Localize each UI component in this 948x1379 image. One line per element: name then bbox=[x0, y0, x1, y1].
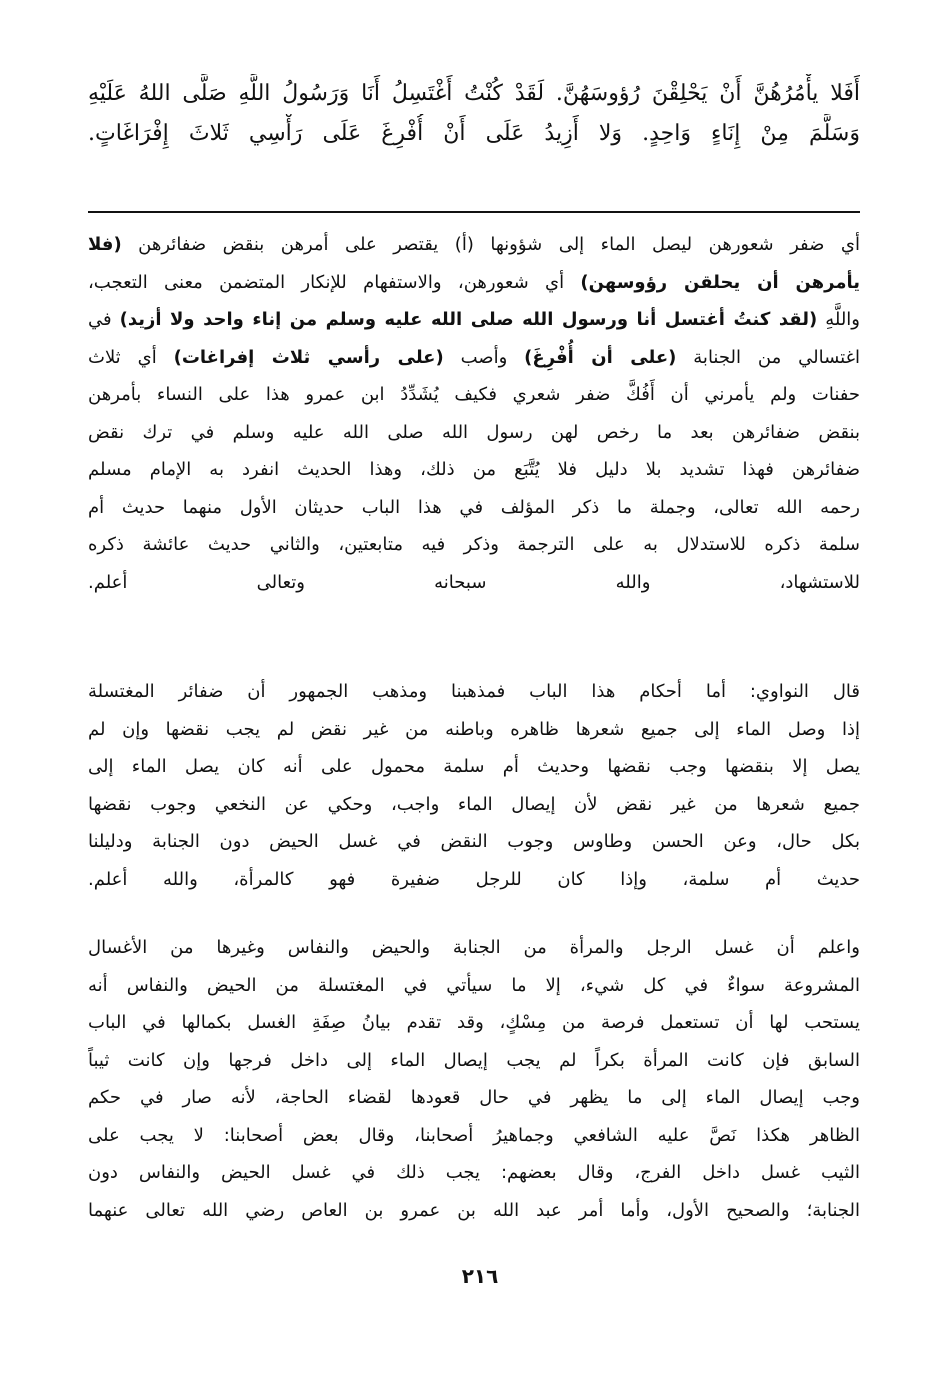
text-line bbox=[88, 748, 860, 786]
text-line bbox=[88, 114, 860, 154]
bold-quote-segment: (على رأسي ثلاث إفراغات) bbox=[173, 346, 444, 368]
text-line bbox=[88, 526, 860, 564]
text-segment: رحمه الله تعالى، وجملة ما ذكر المؤلف في هذا الباب حديثان الأول منهما حديث أم bbox=[88, 496, 860, 518]
text-line bbox=[88, 339, 860, 377]
text-line bbox=[88, 301, 860, 339]
text-segment: يصل إلا بنقضها وجب نقضها وحديث أم سلمة محمول على أنه كان يصل الماء إلى bbox=[88, 756, 860, 777]
commentary-paragraph-3 bbox=[88, 929, 860, 1229]
text-line bbox=[88, 74, 860, 114]
text-line bbox=[88, 823, 860, 861]
text-segment: للاستشهاد، والله سبحانه وتعالى أعلم. bbox=[88, 571, 860, 593]
text-line bbox=[88, 1079, 860, 1117]
text-segment: الظاهر هكذا نَصَّ عليه الشافعي وجماهيرُ أصحابنا، وقال بعض أصحابنا: لا يجب على bbox=[88, 1124, 860, 1146]
text-segment: المشروعة سواءٌ في كل شيء، إلا ما سيأتي في المغتسلة من الحيض والنفاس أنه bbox=[88, 974, 860, 996]
commentary-paragraph-2 bbox=[88, 673, 860, 898]
text-segment: واللَّهِ bbox=[817, 309, 860, 330]
text-segment: أي ثلاث bbox=[88, 346, 174, 368]
text-line bbox=[88, 1042, 860, 1080]
text-line bbox=[88, 1004, 860, 1042]
text-segment: وَسَلَّمَ مِنْ إِنَاءٍ وَاحِدٍ. وَلا أَزِيدُ عَلَى أَنْ أُفْرِغَ عَلَى رَأْسِي ثَلاثَ إِفْرَاغَاتٍ. bbox=[88, 121, 860, 146]
text-line bbox=[88, 1154, 860, 1192]
text-segment: حفنات ولم يأمرني أن أَفُكَّ ضفر شعري فكيف يُشَدِّدُ ابن عمرو هذا على النساء بأمرهن bbox=[88, 384, 860, 405]
text-line bbox=[88, 414, 860, 452]
hadith-text bbox=[88, 74, 860, 154]
page-number: ٢١٦ bbox=[461, 1264, 499, 1288]
text-segment: وجب إيصال الماء إلى ما يظهر في حال قعودها لقضاء الحاجة، لأنه صار في حكم bbox=[88, 1087, 860, 1108]
text-segment: أي شعورهن، والاستفهام للإنكار المتضمن معنى التعجب، bbox=[88, 271, 581, 293]
text-line bbox=[88, 929, 860, 967]
text-segment: قال النواوي: أما أحكام هذا الباب فمذهبنا ومذهب الجمهور أن ضفائر المغتسلة bbox=[88, 681, 860, 702]
bold-quote-segment: (فلا bbox=[88, 234, 122, 255]
text-line bbox=[88, 1192, 860, 1230]
bold-quote-segment: يأمرهن أن يحلقن رؤوسهن) bbox=[580, 271, 860, 293]
text-segment: الجنابة؛ والصحيح الأول، وأما أمر عبد الله بن عمرو بن العاص رضي الله تعالى عنهما bbox=[88, 1199, 860, 1221]
text-segment: في bbox=[88, 309, 120, 330]
text-line bbox=[88, 264, 860, 302]
text-segment: حديث أم سلمة، وإذا كان للرجل ضفيرة فهو كالمرأة، والله أعلم. bbox=[88, 868, 860, 890]
text-segment: إذا وصل الماء إلى جميع شعرها ظاهره وباطنه من غير نقض لم يجب نقضها وإن لم bbox=[88, 718, 860, 740]
text-segment: اغتسالي من الجنابة bbox=[676, 346, 860, 368]
text-line bbox=[88, 489, 860, 527]
text-segment: واعلم أن غسل الرجل والمرأة من الجنابة والحيض والنفاس وغيرها من الأغسال bbox=[88, 937, 860, 958]
text-line bbox=[88, 376, 860, 414]
text-segment: وأصب bbox=[443, 346, 525, 368]
text-line bbox=[88, 564, 860, 602]
text-line bbox=[88, 967, 860, 1005]
text-segment: أي ضفر شعورهن ليصل الماء إلى شؤونها (أ) يقتصر على أمرهن بنقض ضفائرهن bbox=[121, 234, 860, 255]
text-line bbox=[88, 226, 860, 264]
text-segment: السابق فإن كانت المرأة بكراً لم يجب إيصال الماء إلى داخل فرجها وإن كانت ثيباً bbox=[88, 1049, 860, 1071]
text-line bbox=[88, 786, 860, 824]
text-segment: بكل حال، وعن الحسن وطاوس وجوب النقض في غسل الحيض دون الجنابة ودليلنا bbox=[88, 831, 860, 852]
text-segment: ضفائرهن فهذا تشديد بلا دليل فلا يُتَّبَع من ذلك، وهذا الحديث انفرد به الإمام مسلم bbox=[88, 459, 860, 480]
text-segment: بنقض ضفائرهن بعد ما رخص لهن رسول الله صلى الله عليه وسلم في ترك نقض bbox=[88, 421, 860, 443]
text-segment: أَفَلا يأْمُرُهُنَّ أَنْ يَحْلِقْنَ رُؤوسَهُنَّ. لَقَدْ كُنْتُ أَغْتَسِلُ أَنَا وَرَسُولُ اللَّهِ صَلَّى اللهُ عَلَيْهِ bbox=[88, 81, 860, 106]
text-segment: جميع شعرها من غير نقض لأن إيصال الماء واجب، وحكي عن النخعي وجوب نقضها bbox=[88, 793, 860, 815]
text-segment: يستحب لها أن تستعمل فرصة من مِسْكٍ، وقد تقدم بيانُ صِفَةِ الغسل بكمالها في الباب bbox=[88, 1012, 860, 1033]
text-line bbox=[88, 1117, 860, 1155]
text-line bbox=[88, 451, 860, 489]
bold-quote-segment: (لقد كنتُ أغتسل أنا ورسول الله صلى الله عليه وسلم من إناء واحد ولا أزيد) bbox=[119, 309, 818, 330]
footnote-divider bbox=[88, 211, 860, 213]
text-segment: سلمة ذكره للاستدلال به على الترجمة وذكر فيه متابعتين، والثاني حديث عائشة ذكره bbox=[88, 534, 860, 555]
commentary-paragraph-1 bbox=[88, 226, 860, 601]
text-line bbox=[88, 711, 860, 749]
bold-quote-segment: (على أن أُفْرِغَ) bbox=[524, 346, 677, 368]
text-line bbox=[88, 673, 860, 711]
text-line bbox=[88, 861, 860, 899]
text-segment: الثيب غسل داخل الفرج، وقال بعضهم: يجب ذلك في غسل الحيض والنفاس دون bbox=[88, 1162, 860, 1183]
